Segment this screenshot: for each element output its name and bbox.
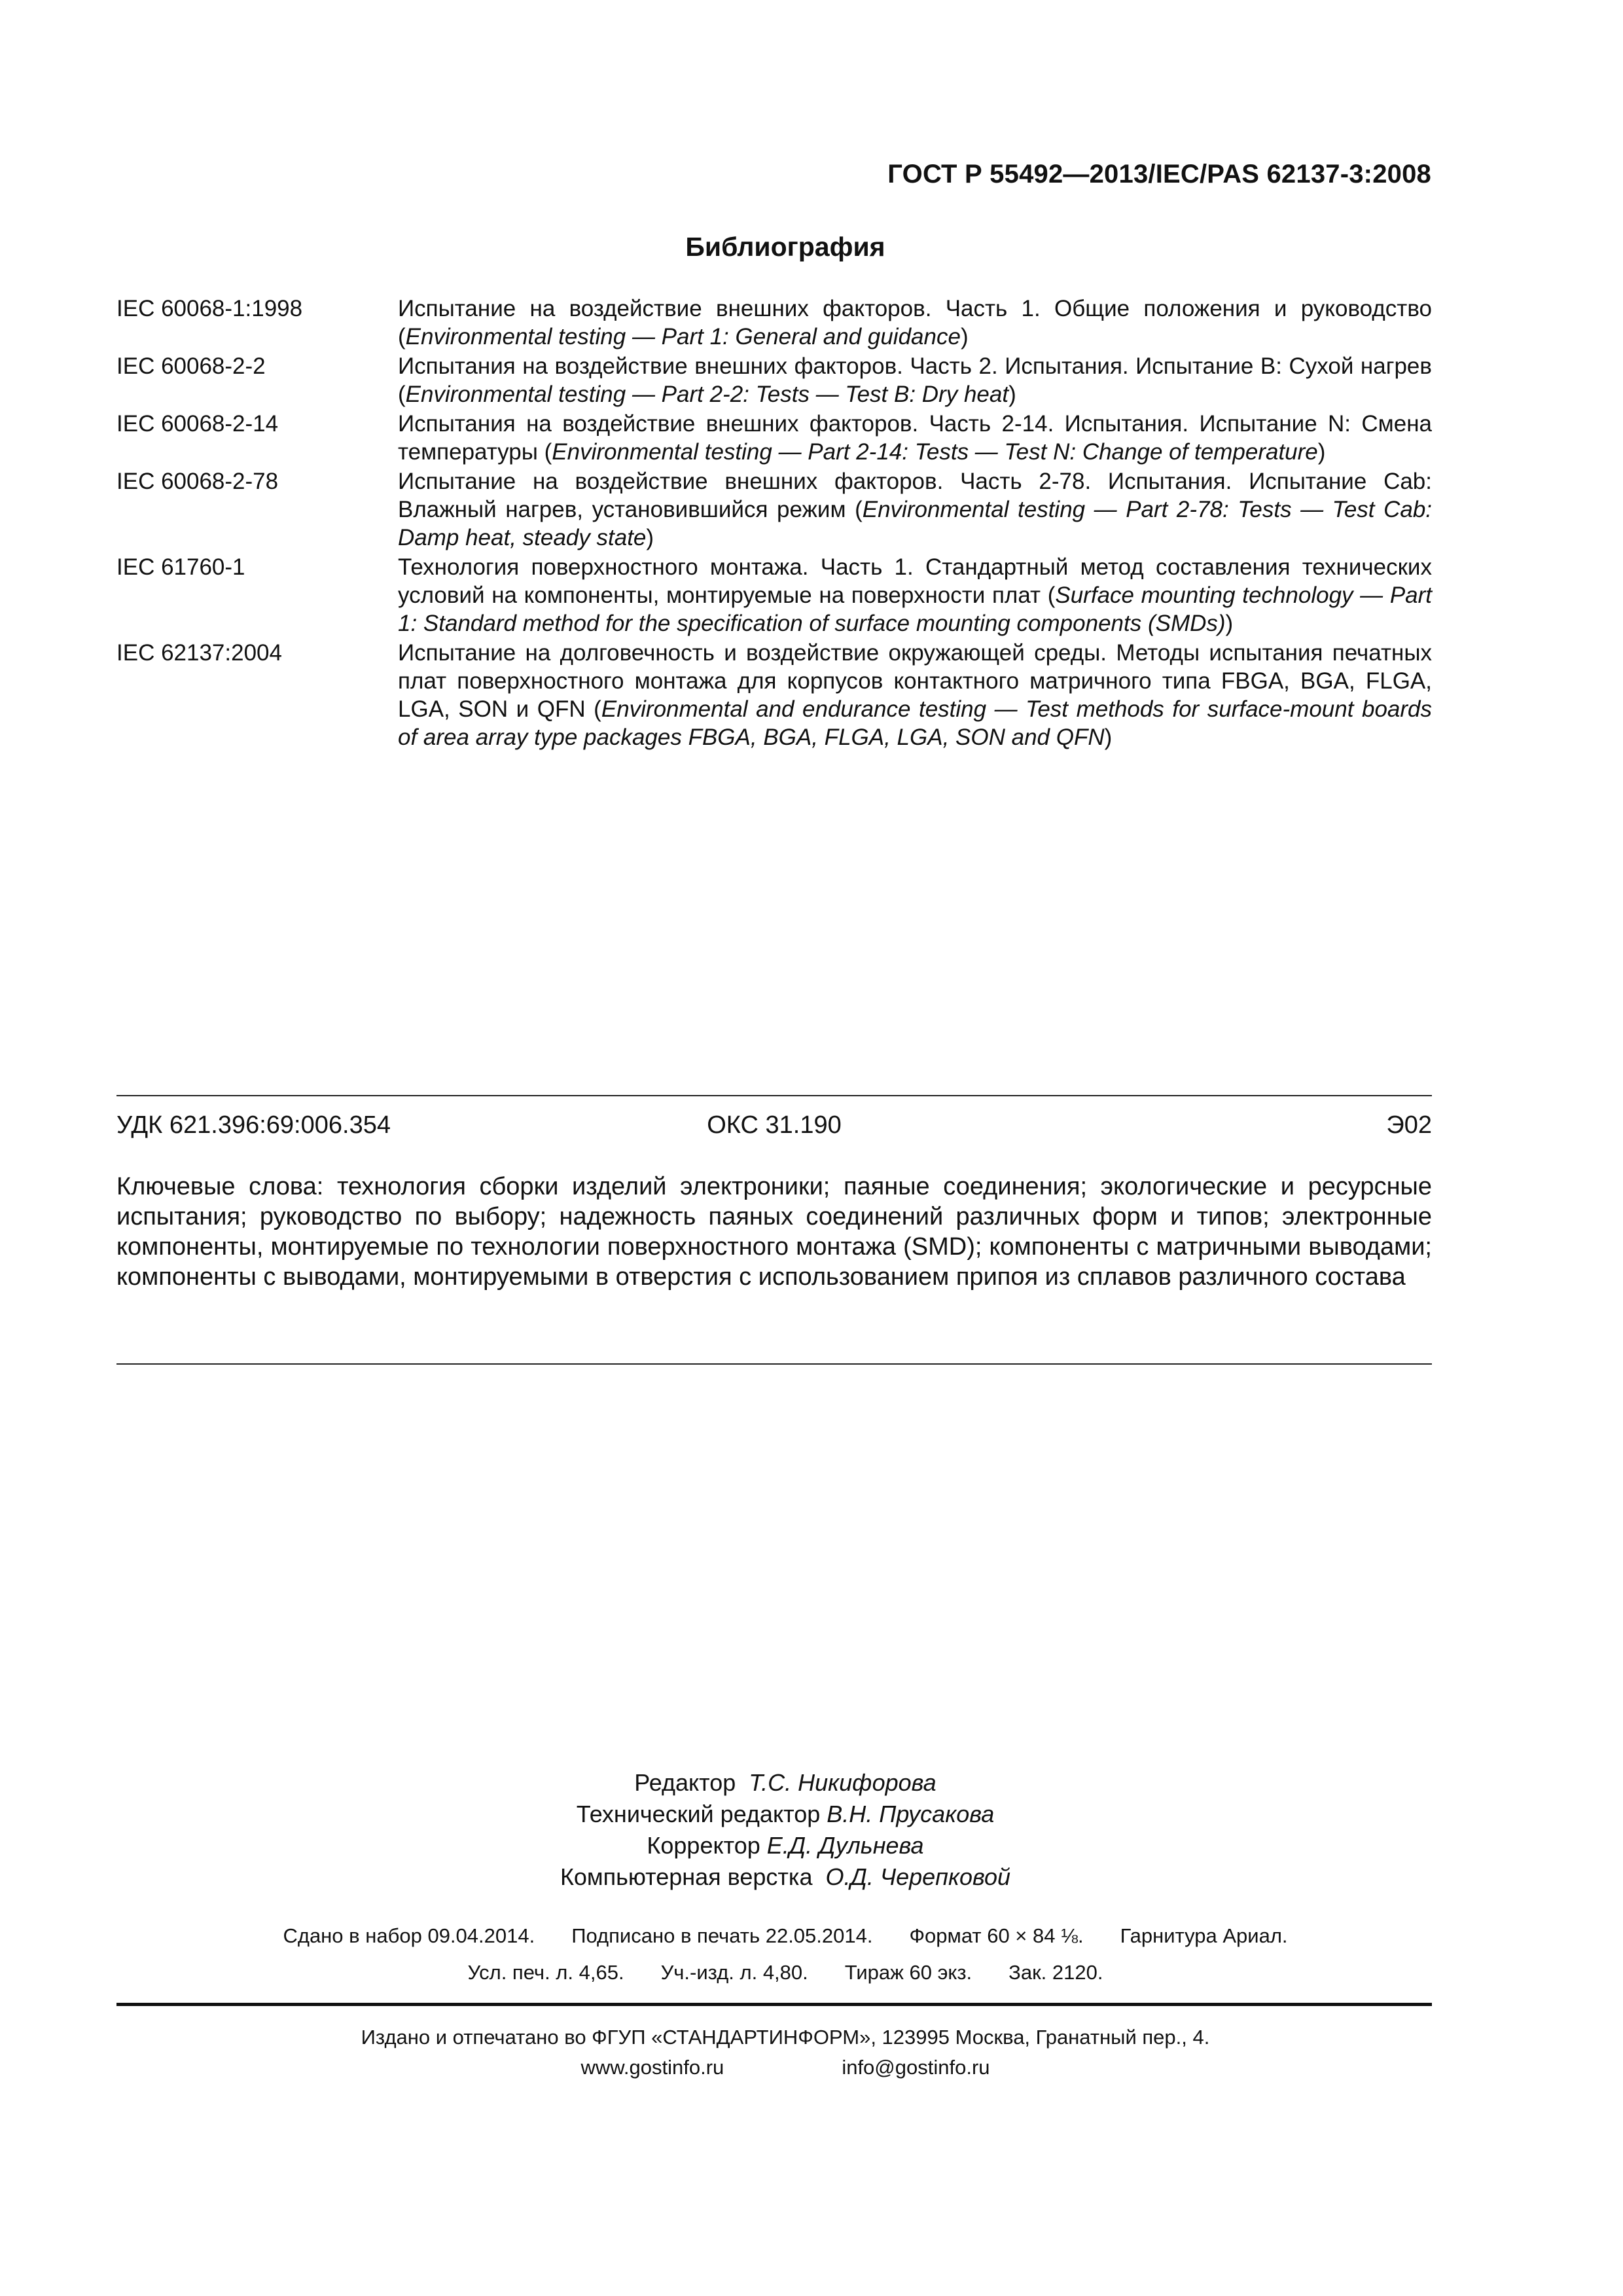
entry-text-en: Environmental and endurance testing — Test methods for surface-mount boards of area array type packages FBGA, BGA, FLGA, LGA, SON and QFN bbox=[398, 696, 1432, 750]
bibliography-entry bbox=[116, 295, 1432, 351]
entry-description bbox=[398, 410, 1432, 466]
publisher-links bbox=[0, 2053, 1571, 2083]
entry-text-tail: ) bbox=[646, 525, 654, 550]
publisher-address: Издано и отпечатано во ФГУП «СТАНДАРТИНФОРМ», 123995 Москва, Гранатный пер., 4. bbox=[361, 2026, 1210, 2049]
divider-middle bbox=[116, 1363, 1432, 1365]
bibliography-entry bbox=[116, 467, 1432, 552]
printed-sheets: Усл. печ. л. 4,65. bbox=[467, 1961, 624, 1984]
entry-code: IEC 60068-2-2 bbox=[116, 353, 266, 379]
website-link[interactable]: www.gostinfo.ru bbox=[580, 2056, 724, 2079]
credit-line bbox=[0, 1767, 1571, 1799]
entry-text-tail: ) bbox=[1317, 439, 1326, 465]
entry-text-en: Environmental testing — Part 2-78: Tests — Test Cab: Damp heat, steady state bbox=[398, 497, 1433, 550]
entry-text-ru: Испытание на воздействие внешних факторов. Часть 1. Общие положения и руководство ( bbox=[398, 296, 1432, 350]
credit-name: О.Д. Черепковой bbox=[825, 1863, 1011, 1890]
classifier-code: Э02 bbox=[1386, 1111, 1432, 1139]
entry-text-ru: Испытание на долговечность и воздействие окружающей среды. Методы испытания печатных плат поверхностного монтажа для корпусов контактного матричного типа FBGA, BGA, FLGA, LGA, SON и QFN ( bbox=[398, 640, 1432, 722]
entry-text-tail: ) bbox=[1225, 611, 1234, 636]
signed-date: Подписано в печать 22.05.2014. bbox=[571, 1924, 873, 1947]
entry-code: IEC 62137:2004 bbox=[116, 640, 282, 666]
credit-name: В.Н. Прусакова bbox=[827, 1801, 995, 1827]
credit-name: Е.Д. Дульнева bbox=[766, 1832, 924, 1859]
credit-line bbox=[0, 1861, 1571, 1893]
bibliography-entry bbox=[116, 352, 1432, 408]
print-info-line-1 bbox=[0, 1924, 1571, 1948]
entry-description bbox=[398, 553, 1432, 637]
entry-description bbox=[398, 467, 1432, 552]
oks-code: ОКС 31.190 bbox=[707, 1111, 842, 1139]
credit-role: Технический редактор bbox=[576, 1801, 821, 1827]
email-link[interactable]: info@gostinfo.ru bbox=[842, 2056, 990, 2079]
credit-line bbox=[0, 1799, 1571, 1830]
divider-bottom bbox=[116, 2003, 1432, 2006]
entry-code: IEC 61760-1 bbox=[116, 554, 245, 580]
entry-code: IEC 60068-2-14 bbox=[116, 411, 279, 437]
entry-text-en: Environmental testing — Part 1: General and guidance bbox=[405, 324, 961, 350]
publisher-sheets: Уч.-изд. л. 4,80. bbox=[660, 1961, 808, 1984]
bibliography-entry bbox=[116, 410, 1432, 466]
credit-name: Т.С. Никифорова bbox=[749, 1769, 936, 1796]
typeface: Гарнитура Ариал. bbox=[1120, 1924, 1288, 1947]
bibliography-entry bbox=[116, 639, 1432, 751]
entry-text-ru: Испытания на воздействие внешних факторов. Часть 2-14. Испытания. Испытание N: Смена температуры ( bbox=[398, 411, 1432, 465]
order-number: Зак. 2120. bbox=[1008, 1961, 1103, 1984]
divider-top bbox=[116, 1095, 1432, 1096]
entry-text-ru: Технология поверхностного монтажа. Часть 1. Стандартный метод составления технических условий на компоненты, монтируемые на поверхности плат ( bbox=[398, 554, 1432, 608]
credit-role: Редактор bbox=[634, 1769, 736, 1796]
entry-text-en: Environmental testing — Part 2-2: Tests — Test B: Dry heat bbox=[405, 382, 1009, 407]
keywords-paragraph: Ключевые слова: технология сборки изделий электроники; паяные соединения; экологические и ресурсные испытания; руководство по выбору; надежность паяных соединений различных форм и типов; электронные компоненты, монтируемые по технологии поверхностного монтажа (SMD); компоненты с матричными выводами; компоненты с выводами, монтируемыми в отверстия с использованием припоя из сплавов различного состава bbox=[116, 1173, 1432, 1291]
credit-role: Компьютерная верстка bbox=[560, 1863, 813, 1890]
entry-code: IEC 60068-2-78 bbox=[116, 469, 279, 494]
entry-text-tail: ) bbox=[1104, 725, 1113, 750]
typeset-date: Сдано в набор 09.04.2014. bbox=[283, 1924, 535, 1947]
classification-row bbox=[116, 1111, 1432, 1144]
entry-text-tail: ) bbox=[960, 324, 969, 350]
entry-code: IEC 60068-1:1998 bbox=[116, 296, 303, 321]
credit-role: Корректор bbox=[647, 1832, 760, 1859]
standard-header: ГОСТ Р 55492—2013/IEC/PAS 62137-3:2008 bbox=[887, 160, 1431, 188]
entry-text-en: Surface mounting technology — Part 1: Standard method for the specification of surface mounting components (SMDs) bbox=[398, 583, 1433, 636]
udk-code: УДК 621.396:69:006.354 bbox=[116, 1111, 391, 1139]
entry-description bbox=[398, 352, 1432, 408]
credits-block bbox=[0, 1767, 1571, 1893]
publisher-block bbox=[0, 2022, 1571, 2083]
entry-text-en: Environmental testing — Part 2-14: Tests — Test N: Change of temperature bbox=[552, 439, 1318, 465]
bibliography-entry bbox=[116, 553, 1432, 637]
bibliography-title: Библиография bbox=[685, 232, 885, 262]
bibliography-list bbox=[116, 295, 1432, 753]
entry-description bbox=[398, 295, 1432, 351]
print-run: Тираж 60 экз. bbox=[844, 1961, 972, 1984]
entry-text-tail: ) bbox=[1008, 382, 1016, 407]
paper-format: Формат 60 × 84 ⅛. bbox=[909, 1924, 1084, 1947]
entry-text-ru: Испытание на воздействие внешних факторов. Часть 2-78. Испытания. Испытание Cab: Влажный нагрев, установившийся режим ( bbox=[398, 469, 1432, 522]
entry-description bbox=[398, 639, 1432, 751]
credit-line bbox=[0, 1830, 1571, 1861]
print-info-line-2 bbox=[0, 1961, 1571, 1984]
entry-text-ru: Испытания на воздействие внешних факторов. Часть 2. Испытания. Испытание В: Сухой нагрев ( bbox=[398, 353, 1432, 407]
